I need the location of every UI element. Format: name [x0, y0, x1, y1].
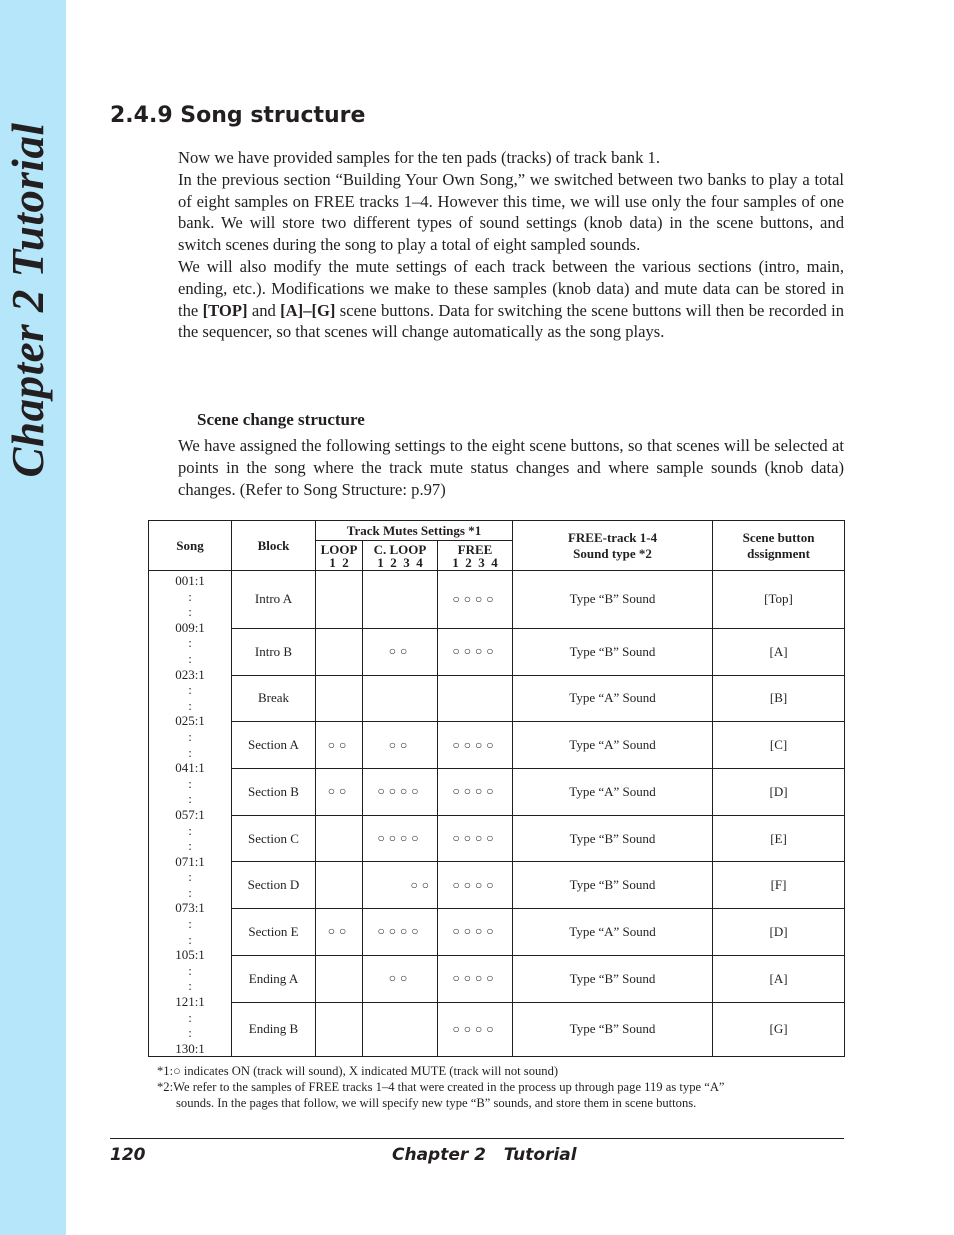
sound-type-cell: Type “A” Sound — [513, 768, 713, 815]
table-row — [149, 1002, 845, 1057]
scene-cell: [A] — [713, 628, 845, 675]
cloop-mutes-cell: ○○ — [363, 955, 438, 1002]
scene-cell: [E] — [713, 815, 845, 862]
cloop-mutes-cell — [363, 571, 438, 629]
scene-cell: [D] — [713, 768, 845, 815]
sound-type-cell: Type “B” Sound — [513, 815, 713, 862]
header-loop — [316, 541, 363, 571]
header-cloop-label: C. LOOP — [373, 541, 427, 557]
header-free-nums: 1 2 3 4 — [452, 554, 498, 570]
header-sound-type — [513, 521, 713, 571]
sound-type-cell: Type “A” Sound — [513, 909, 713, 956]
scene-cell: [A] — [713, 955, 845, 1002]
free-mutes-cell: ○○○○ — [438, 722, 513, 769]
block-cell: Section A — [232, 722, 316, 769]
loop-mutes-cell — [316, 675, 363, 722]
scene-buttons-ref: [A]–[G] — [280, 300, 336, 320]
table-row — [149, 571, 845, 629]
cloop-mutes-cell — [363, 675, 438, 722]
scene-cell: [F] — [713, 862, 845, 909]
table-row — [149, 955, 845, 1002]
block-cell: Section E — [232, 909, 316, 956]
header-scene-line2: dssignment — [747, 545, 810, 561]
sound-type-cell: Type “B” Sound — [513, 1002, 713, 1057]
header-song: Song — [149, 521, 232, 571]
header-cloop — [363, 541, 438, 571]
mute-text-2: and — [247, 300, 281, 320]
header-scene — [713, 521, 845, 571]
cloop-mutes-cell: ○○○○ — [363, 909, 438, 956]
header-cloop-nums: 1 2 3 4 — [377, 554, 423, 570]
chapter-side-title-text: Chapter 2 Tutorial — [3, 122, 53, 478]
loop-mutes-cell — [316, 955, 363, 1002]
free-mutes-cell: ○○○○ — [438, 955, 513, 1002]
loop-mutes-cell — [316, 628, 363, 675]
section-title: 2.4.9 Song structure — [110, 103, 366, 128]
cloop-mutes-cell: ○○ — [363, 862, 438, 909]
sound-type-cell: Type “B” Sound — [513, 955, 713, 1002]
header-sound-line1: FREE-track 1-4 — [567, 529, 658, 545]
header-scene-line1: Scene button — [742, 529, 815, 545]
song-structure-table — [148, 520, 845, 1057]
intro-paragraph-1: Now we have provided samples for the ten pads (tracks) of track bank 1. — [178, 148, 660, 167]
block-cell: Break — [232, 675, 316, 722]
loop-mutes-cell — [316, 1002, 363, 1057]
free-mutes-cell — [438, 675, 513, 722]
song-positions-text: 001:1 : : 009:1 : : 023:1 : : 025:1 : : 041:1 : : 057:1 : : 071:1 : : 073:1 : : 105:1 : : 121:1 : : 130:1 — [175, 573, 205, 1056]
header-loop-nums: 1 2 — [329, 554, 349, 570]
table-row — [149, 628, 845, 675]
header-track-mutes: Track Mutes Settings *1 — [316, 521, 513, 541]
scene-cell: [B] — [713, 675, 845, 722]
sound-type-cell: Type “B” Sound — [513, 571, 713, 629]
scene-cell: [C] — [713, 722, 845, 769]
page-number: 120 — [110, 1145, 146, 1165]
block-cell: Section C — [232, 815, 316, 862]
table-row — [149, 909, 845, 956]
chapter-side-title — [0, 0, 66, 1235]
footer-divider — [110, 1138, 844, 1139]
header-block: Block — [232, 521, 316, 571]
sound-type-cell: Type “B” Sound — [513, 628, 713, 675]
header-loop-label: LOOP — [320, 541, 358, 557]
subheading: Scene change structure — [197, 410, 365, 429]
free-mutes-cell: ○○○○ — [438, 768, 513, 815]
sound-type-cell: Type “A” Sound — [513, 722, 713, 769]
scene-paragraph: We have assigned the following settings to the eight scene buttons, so that scenes will be selected at points in the song where the track mute status changes and where sample sounds (knob data) changes. (Refer to Song Structure: p.97) — [178, 436, 844, 499]
loop-mutes-cell — [316, 571, 363, 629]
footnote-2-line2: sounds. In the pages that follow, we will specify new type “B” sounds, and store them in scene buttons. — [176, 1096, 697, 1110]
mute-paragraph — [178, 256, 844, 343]
table-row — [149, 815, 845, 862]
block-cell: Ending B — [232, 1002, 316, 1057]
footnote-2-line1: *2:We refer to the samples of FREE tracks 1–4 that were created in the process up through page 119 as type “A” — [157, 1080, 725, 1094]
sound-type-cell: Type “B” Sound — [513, 862, 713, 909]
top-button-ref: [TOP] — [202, 300, 248, 320]
table-row — [149, 722, 845, 769]
header-free-label: FREE — [457, 541, 493, 557]
free-mutes-cell: ○○○○ — [438, 862, 513, 909]
block-cell: Ending A — [232, 955, 316, 1002]
cloop-mutes-cell: ○○○○ — [363, 815, 438, 862]
header-free — [438, 541, 513, 571]
scene-text — [178, 435, 844, 500]
scene-cell: [D] — [713, 909, 845, 956]
block-cell: Intro B — [232, 628, 316, 675]
mute-text-3: scene buttons. Data for switching the scene buttons will then be recorded in the sequencer, so that scenes will change automatically as the song plays. — [178, 300, 844, 342]
block-cell: Intro A — [232, 571, 316, 629]
intro-text — [178, 147, 844, 343]
loop-mutes-cell — [316, 815, 363, 862]
intro-paragraph-2: In the previous section “Building Your Own Song,” we switched between two banks to play a total of eight samples on FREE tracks 1–4. However this time, we will use only the four samples of one bank. We will store two different types of sound settings (knob data) in the scene buttons, and switch scenes during the song to play a total of eight sampled sounds. — [178, 169, 844, 255]
scene-cell: [Top] — [713, 571, 845, 629]
cloop-mutes-cell — [363, 1002, 438, 1057]
mute-text-1: We will also modify the mute settings of each track between the various sections (intro, main, ending, etc.). Modifications we make to these samples (knob data) and mute data can be stored in the — [178, 256, 844, 320]
block-cell: Section D — [232, 862, 316, 909]
loop-mutes-cell: ○○ — [316, 722, 363, 769]
cloop-mutes-cell: ○○ — [363, 722, 438, 769]
song-positions — [149, 571, 232, 1057]
loop-mutes-cell: ○○ — [316, 909, 363, 956]
scene-cell: [G] — [713, 1002, 845, 1057]
footer-chapter-title: Chapter 2 Tutorial — [392, 1145, 577, 1165]
footnote-1: *1:○ indicates ON (track will sound), X indicated MUTE (track will not sound) — [157, 1064, 559, 1078]
free-mutes-cell: ○○○○ — [438, 571, 513, 629]
free-mutes-cell: ○○○○ — [438, 628, 513, 675]
table-row — [149, 862, 845, 909]
free-mutes-cell: ○○○○ — [438, 815, 513, 862]
cloop-mutes-cell: ○○○○ — [363, 768, 438, 815]
block-cell: Section B — [232, 768, 316, 815]
loop-mutes-cell — [316, 862, 363, 909]
song-table-body — [149, 571, 845, 1057]
table-row — [149, 768, 845, 815]
cloop-mutes-cell: ○○ — [363, 628, 438, 675]
free-mutes-cell: ○○○○ — [438, 909, 513, 956]
header-sound-line2: Sound type *2 — [573, 545, 652, 561]
loop-mutes-cell: ○○ — [316, 768, 363, 815]
sound-type-cell: Type “A” Sound — [513, 675, 713, 722]
table-row — [149, 675, 845, 722]
free-mutes-cell: ○○○○ — [438, 1002, 513, 1057]
